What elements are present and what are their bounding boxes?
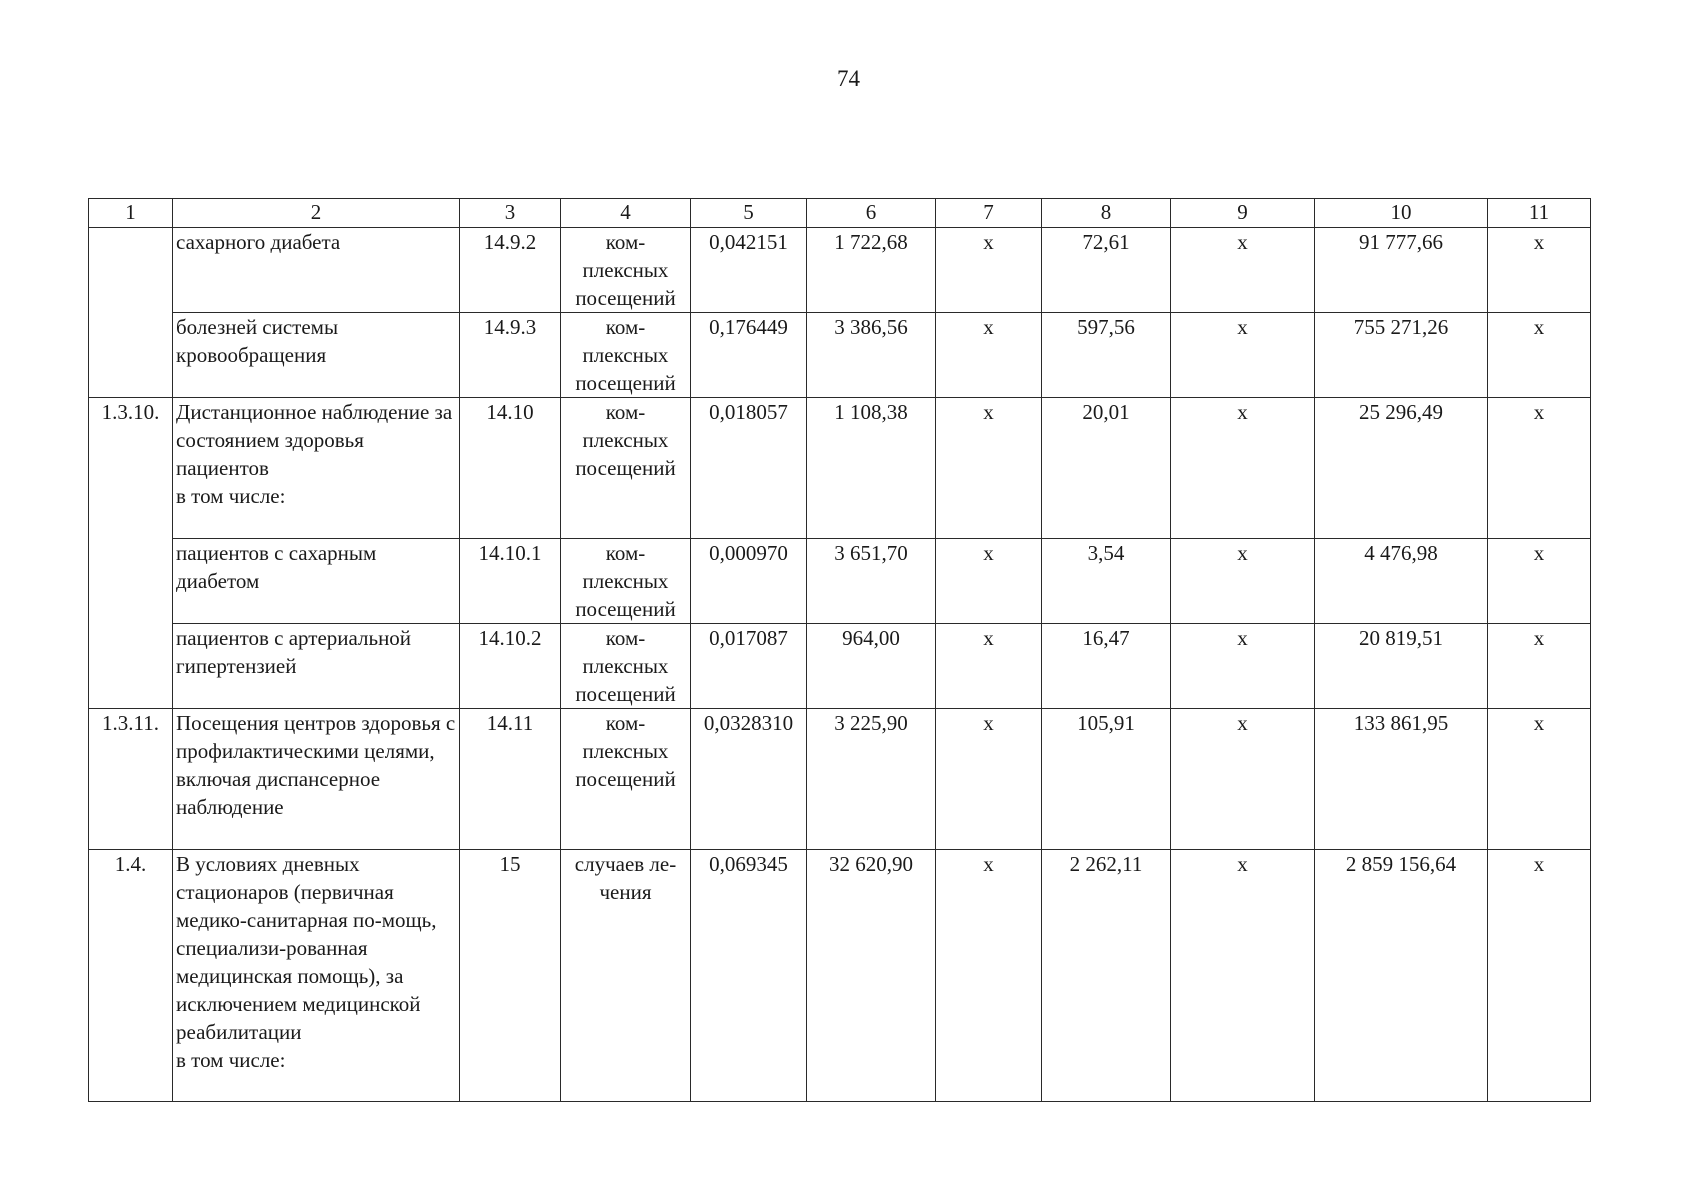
row-name: Дистанционное наблюдение за состоянием здоровья пациентов в том числе: — [173, 398, 460, 539]
table-row — [89, 539, 1591, 624]
row-col8: 597,56 — [1042, 313, 1171, 398]
row-col7: х — [936, 228, 1042, 313]
row-number: 1.4. — [89, 850, 173, 1102]
row-unit: ком- плексных посещений — [561, 313, 691, 398]
row-unit: случаев ле- чения — [561, 850, 691, 1102]
row-col7: х — [936, 709, 1042, 850]
header-cell: 11 — [1488, 199, 1591, 228]
row-name: болезней системы кровообращения — [173, 313, 460, 398]
table-row — [89, 624, 1591, 709]
row-col6: 1 108,38 — [807, 398, 936, 539]
row-code: 14.10.2 — [460, 624, 561, 709]
row-col11: х — [1488, 313, 1591, 398]
row-col11: х — [1488, 624, 1591, 709]
row-code: 15 — [460, 850, 561, 1102]
row-col6: 3 386,56 — [807, 313, 936, 398]
header-cell: 8 — [1042, 199, 1171, 228]
row-col7: х — [936, 313, 1042, 398]
row-col5: 0,0328310 — [691, 709, 807, 850]
row-col7: х — [936, 398, 1042, 539]
header-cell: 6 — [807, 199, 936, 228]
row-col10: 20 819,51 — [1315, 624, 1488, 709]
row-col9: х — [1171, 624, 1315, 709]
row-col9: х — [1171, 398, 1315, 539]
table-row — [89, 850, 1591, 1102]
row-unit: ком- плексных посещений — [561, 624, 691, 709]
row-col7: х — [936, 624, 1042, 709]
row-col6: 964,00 — [807, 624, 936, 709]
row-col10: 2 859 156,64 — [1315, 850, 1488, 1102]
row-col8: 72,61 — [1042, 228, 1171, 313]
row-col9: х — [1171, 313, 1315, 398]
row-name: пациентов с артериальной гипертензией — [173, 624, 460, 709]
row-col10: 25 296,49 — [1315, 398, 1488, 539]
row-code: 14.9.3 — [460, 313, 561, 398]
row-col10: 133 861,95 — [1315, 709, 1488, 850]
row-col8: 3,54 — [1042, 539, 1171, 624]
row-col9: х — [1171, 228, 1315, 313]
row-unit: ком- плексных посещений — [561, 228, 691, 313]
header-cell: 9 — [1171, 199, 1315, 228]
row-unit: ком- плексных посещений — [561, 709, 691, 850]
row-name: пациентов с сахарным диабетом — [173, 539, 460, 624]
table-row — [89, 709, 1591, 850]
row-code: 14.11 — [460, 709, 561, 850]
row-col10: 91 777,66 — [1315, 228, 1488, 313]
header-cell: 5 — [691, 199, 807, 228]
row-col5: 0,018057 — [691, 398, 807, 539]
row-code: 14.9.2 — [460, 228, 561, 313]
row-name: сахарного диабета — [173, 228, 460, 313]
header-cell: 4 — [561, 199, 691, 228]
row-col5: 0,042151 — [691, 228, 807, 313]
row-unit: ком- плексных посещений — [561, 539, 691, 624]
row-col5: 0,069345 — [691, 850, 807, 1102]
header-cell: 10 — [1315, 199, 1488, 228]
row-col5: 0,017087 — [691, 624, 807, 709]
table-row — [89, 313, 1591, 398]
row-col11: х — [1488, 850, 1591, 1102]
row-number: 1.3.11. — [89, 709, 173, 850]
header-cell: 1 — [89, 199, 173, 228]
header-row — [89, 199, 1591, 228]
row-col9: х — [1171, 850, 1315, 1102]
table-row — [89, 228, 1591, 313]
page-number: 74 — [837, 66, 860, 91]
row-col5: 0,176449 — [691, 313, 807, 398]
data-table — [88, 198, 1591, 1102]
row-col8: 2 262,11 — [1042, 850, 1171, 1102]
row-col10: 755 271,26 — [1315, 313, 1488, 398]
row-col6: 3 651,70 — [807, 539, 936, 624]
row-col6: 32 620,90 — [807, 850, 936, 1102]
row-unit: ком- плексных посещений — [561, 398, 691, 539]
row-code: 14.10.1 — [460, 539, 561, 624]
row-col11: х — [1488, 398, 1591, 539]
header-cell: 7 — [936, 199, 1042, 228]
row-number — [89, 228, 173, 398]
table-row — [89, 398, 1591, 539]
row-col8: 16,47 — [1042, 624, 1171, 709]
row-code: 14.10 — [460, 398, 561, 539]
header-cell: 2 — [173, 199, 460, 228]
row-number: 1.3.10. — [89, 398, 173, 709]
row-col5: 0,000970 — [691, 539, 807, 624]
row-name: Посещения центров здоровья с профилактическими целями, включая диспансерное наблюдение — [173, 709, 460, 850]
row-col9: х — [1171, 539, 1315, 624]
row-col8: 20,01 — [1042, 398, 1171, 539]
row-col10: 4 476,98 — [1315, 539, 1488, 624]
row-col8: 105,91 — [1042, 709, 1171, 850]
row-col6: 1 722,68 — [807, 228, 936, 313]
header-cell: 3 — [460, 199, 561, 228]
row-col11: х — [1488, 539, 1591, 624]
row-col6: 3 225,90 — [807, 709, 936, 850]
row-col11: х — [1488, 709, 1591, 850]
row-col9: х — [1171, 709, 1315, 850]
row-col7: х — [936, 539, 1042, 624]
row-col11: х — [1488, 228, 1591, 313]
row-name: В условиях дневных стационаров (первичная медико-санитарная по-мощь, специализи-рованная медицинская помощь), за исключением медицинской реабилитации в том числе: — [173, 850, 460, 1102]
row-col7: х — [936, 850, 1042, 1102]
